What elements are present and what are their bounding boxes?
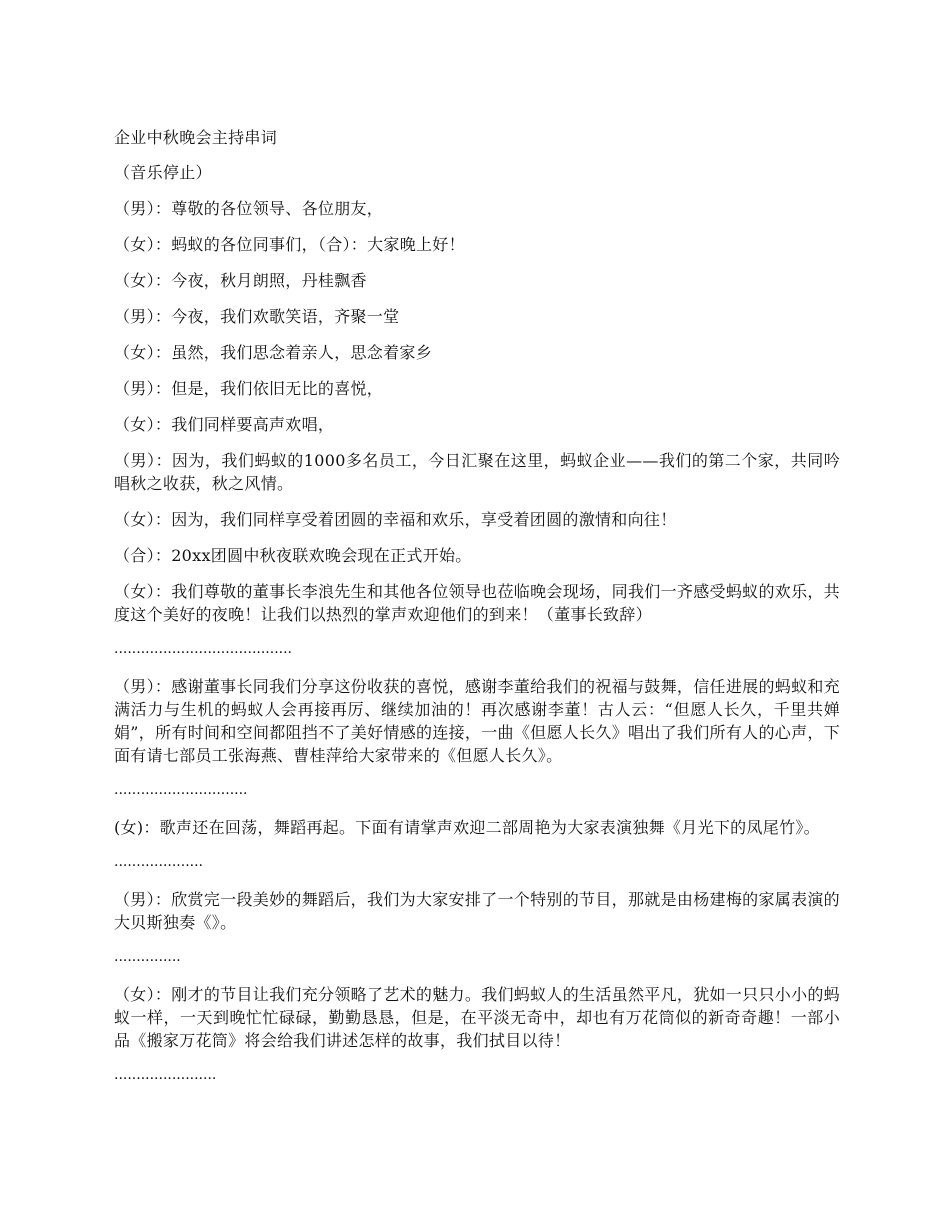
- ellipsis-separator: ..............................: [114, 782, 248, 798]
- ellipsis-separator: ........................................: [114, 641, 293, 657]
- document-title: 企业中秋晚会主持串词: [114, 128, 278, 147]
- script-line: （女）：刚才的节目让我们充分领略了艺术的魅力。我们蚂蚁人的生活虽然平凡，犹如一只只小小的蚂蚁一样，一天到晚忙忙碌碌，勤勤恳恳，但是，在平淡无奇中，却也有万花筒似的新奇奇趣！一部小品《搬家万花筒》将会给我们讲述怎样的故事，我们拭目以待！: [114, 985, 840, 1050]
- ellipsis-separator: ....................: [114, 854, 204, 870]
- script-line: （女）：今夜，秋月朗照，丹桂飘香: [114, 271, 367, 290]
- ellipsis-separator: ...............: [114, 949, 181, 965]
- script-line: （男）：今夜，我们欢歌笑语，齐聚一堂: [114, 307, 400, 326]
- script-line: (女)：歌声还在回荡，舞蹈再起。下面有请掌声欢迎二部周艳为大家表演独舞《月光下的凤尾竹》。: [114, 818, 820, 837]
- script-line: （女）：因为，我们同样享受着团圆的幸福和欢乐，享受着团圆的激情和向往！: [114, 510, 677, 529]
- script-line: （女）：我们尊敬的董事长李浪先生和其他各位领导也莅临晚会现场，同我们一齐感受蚂蚁的欢乐，共度这个美好的夜晚！让我们以热烈的掌声欢迎他们的到来！（董事长致辞）: [114, 582, 840, 624]
- script-line: （男）：但是，我们依旧无比的喜悦，: [114, 379, 384, 398]
- script-line: （男）：欣赏完一段美妙的舞蹈后，我们为大家安排了一个特别的节目，那就是由杨建梅的家属表演的大贝斯独奏《》。: [114, 890, 840, 932]
- script-line: （男）：感谢董事长同我们分享这份收获的喜悦，感谢李董给我们的祝福与鼓舞，信任进展的蚂蚁和充满活力与生机的蚂蚁人会再接再厉、继续加油的！再次感谢李董！古人云：“但愿人长久，千里共婵娟”，所有时间和空间都阻挡不了美好情感的连接，一曲《但愿人长久》唱出了我们所有人的心声，下面有请七部员工张海燕、曹桂萍给大家带来的《但愿人长久》。: [114, 677, 840, 765]
- script-line: （合）：20xx团圆中秋夜联欢晚会现在正式开始。: [114, 546, 472, 565]
- script-line: （女）：我们同样要高声欢唱，: [114, 415, 335, 434]
- stage-direction: （音乐停止）: [114, 163, 212, 182]
- ellipsis-separator: .......................: [114, 1067, 217, 1083]
- script-line: （女）：蚂蚁的各位同事们，（合）：大家晚上好！: [114, 235, 465, 254]
- document-page: [114, 126, 840, 1101]
- script-line: （男）：因为，我们蚂蚁的1000多名员工，今日汇聚在这里，蚂蚁企业——我们的第二个家，共同吟唱秋之收获，秋之风情。: [114, 451, 840, 493]
- script-line: （男）：尊敬的各位领导、各位朋友，: [114, 199, 384, 218]
- script-line: （女）：虽然，我们思念着亲人，思念着家乡: [114, 343, 433, 362]
